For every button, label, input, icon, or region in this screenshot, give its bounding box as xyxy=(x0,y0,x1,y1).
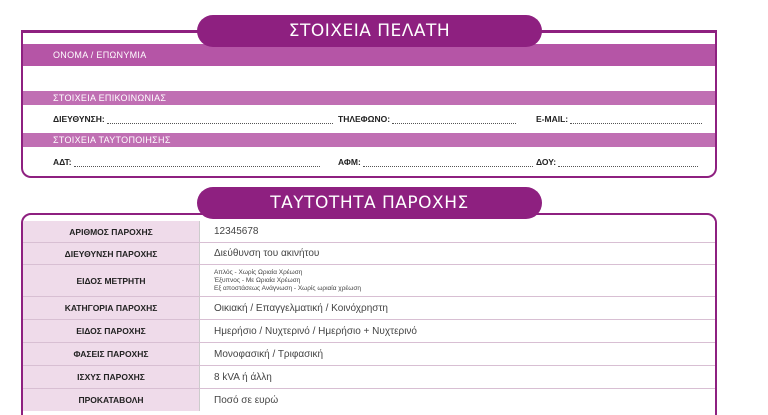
adt-label: ΑΔΤ: xyxy=(53,157,72,167)
row-label: ΕΙΔΟΣ ΠΑΡΟΧΗΣ xyxy=(23,320,200,342)
table-row xyxy=(23,221,715,242)
row-value[interactable]: 8 kVA ή άλλη xyxy=(200,366,715,388)
doy-dots xyxy=(558,159,698,167)
table-row xyxy=(23,366,715,388)
row-value[interactable]: Ημερήσιο / Νυχτερινό / Ημερήσιο + Νυχτερινό xyxy=(200,320,715,342)
row-label: ΙΣΧΥΣ ΠΑΡΟΧΗΣ xyxy=(23,366,200,388)
supply-title-text: ΤΑΥΤΟΤΗΤΑ ΠΑΡΟΧΗΣ xyxy=(270,193,469,213)
afm-label: ΑΦΜ: xyxy=(338,157,361,167)
id-band xyxy=(23,133,715,147)
adt-dots xyxy=(74,159,320,167)
table-row xyxy=(23,389,715,411)
table-row xyxy=(23,297,715,319)
phone-dots xyxy=(392,116,516,124)
email-label: E-MAIL: xyxy=(536,114,569,124)
row-value[interactable]: Ποσό σε ευρώ xyxy=(200,389,715,411)
meter-option: Έξυπνος - Με Ωριαία Χρέωση xyxy=(214,276,301,284)
afm-field[interactable] xyxy=(338,157,533,167)
row-label: ΕΙΔΟΣ ΜΕΤΡΗΤΗ xyxy=(23,265,200,296)
address-label: ΔΙΕΥΘΥΝΣΗ: xyxy=(53,114,105,124)
id-label: ΣΤΟΙΧΕΙΑ ΤΑΥΤΟΠΟΙΗΣΗΣ xyxy=(53,135,171,145)
name-field[interactable] xyxy=(23,66,715,88)
row-value[interactable]: Διεύθυνση του ακινήτου xyxy=(200,243,715,264)
table-row xyxy=(23,243,715,264)
doy-field[interactable] xyxy=(536,157,698,167)
contact-row xyxy=(23,105,715,133)
email-field[interactable] xyxy=(536,114,702,124)
supply-table xyxy=(21,213,717,415)
table-row xyxy=(23,343,715,365)
doy-label: ΔΟΥ: xyxy=(536,157,557,167)
row-value[interactable]: Οικιακή / Επαγγελματική / Κοινόχρηστη xyxy=(200,297,715,319)
phone-label: ΤΗΛΕΦΩΝΟ: xyxy=(338,114,391,124)
row-value[interactable]: Μονοφασική / Τριφασική xyxy=(200,343,715,365)
supply-section-title xyxy=(197,187,542,219)
meter-option: Εξ αποστάσεως Ανάγνωση - Χωρίς ωριαία χρέωση xyxy=(214,284,362,292)
contact-label: ΣΤΟΙΧΕΙΑ ΕΠΙΚΟΙΝΩΝΙΑΣ xyxy=(53,93,167,103)
table-row xyxy=(23,265,715,296)
email-dots xyxy=(570,116,702,124)
afm-dots xyxy=(363,159,533,167)
customer-section-title xyxy=(197,15,542,47)
meter-option: Απλός - Χωρίς Ωριαία Χρέωση xyxy=(214,268,303,276)
adt-field[interactable] xyxy=(53,157,320,167)
row-label: ΠΡΟΚΑΤΑΒΟΛΗ xyxy=(23,389,200,411)
row-value[interactable] xyxy=(200,265,715,296)
row-label: ΔΙΕΥΘΥΝΣΗ ΠΑΡΟΧΗΣ xyxy=(23,243,200,264)
name-band xyxy=(23,44,715,66)
address-field[interactable] xyxy=(53,114,333,124)
name-label: ΟΝΟΜΑ / ΕΠΩΝΥΜΙΑ xyxy=(53,50,147,60)
row-value[interactable]: 12345678 xyxy=(200,221,715,242)
phone-field[interactable] xyxy=(338,114,516,124)
id-row xyxy=(23,147,715,177)
row-label: ΦΑΣΕΙΣ ΠΑΡΟΧΗΣ xyxy=(23,343,200,365)
table-row xyxy=(23,320,715,342)
row-label: ΚΑΤΗΓΟΡΙΑ ΠΑΡΟΧΗΣ xyxy=(23,297,200,319)
row-label: ΑΡΙΘΜΟΣ ΠΑΡΟΧΗΣ xyxy=(23,221,200,242)
contact-band xyxy=(23,91,715,105)
address-dots xyxy=(107,116,333,124)
customer-title-text: ΣΤΟΙΧΕΙΑ ΠΕΛΑΤΗ xyxy=(288,21,451,41)
customer-details-box xyxy=(21,30,717,178)
